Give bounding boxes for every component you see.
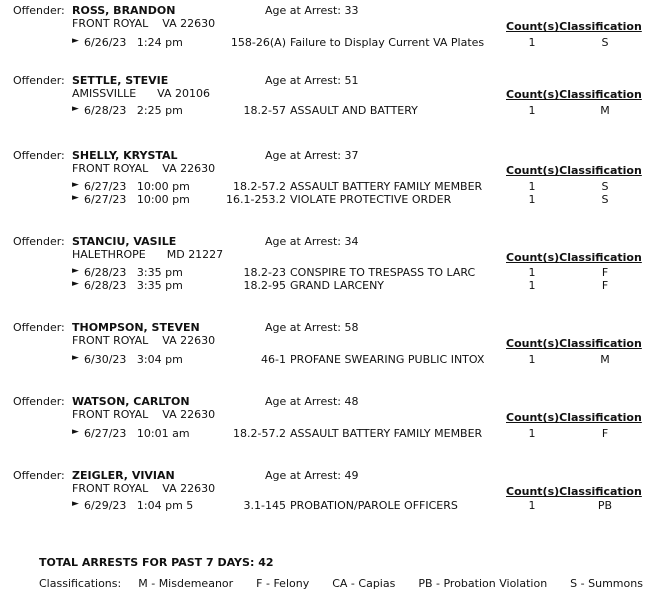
offender-record — [0, 235, 658, 305]
charge-count: 1 — [528, 353, 536, 366]
charge-classification: S — [601, 193, 609, 206]
count-class-header: Count(s)Classification — [506, 20, 642, 33]
charge-classification: S — [601, 36, 609, 49]
charge-description: PROBATION/PAROLE OFFICERS — [290, 499, 458, 512]
charge-row — [0, 104, 658, 117]
charge-datetime: 6/26/23 1:24 pm — [84, 36, 183, 49]
arrow-icon: ► — [72, 279, 79, 289]
charge-description: PROFANE SWEARING PUBLIC INTOX — [290, 353, 485, 366]
charge-datetime: 6/27/23 10:00 pm — [84, 180, 190, 193]
charge-description: VIOLATE PROTECTIVE ORDER — [290, 193, 452, 206]
charge-description: ASSAULT AND BATTERY — [290, 104, 418, 117]
offender-address: FRONT ROYAL VA 22630 — [72, 17, 216, 30]
statute-code: 16.1-253.2 — [226, 193, 286, 206]
statute-code: 18.2-95 — [243, 279, 286, 292]
arrow-icon: ► — [72, 36, 79, 46]
charge-count: 1 — [528, 104, 536, 117]
age-at-arrest: Age at Arrest: 49 — [265, 469, 359, 482]
charge-classification: S — [601, 180, 609, 193]
count-class-header: Count(s)Classification — [506, 251, 642, 264]
offender-record — [0, 321, 658, 391]
charge-description: CONSPIRE TO TRESPASS TO LARC — [290, 266, 476, 279]
total-arrests-label: TOTAL ARRESTS FOR PAST 7 DAYS: — [39, 556, 255, 569]
arrow-icon: ► — [72, 266, 79, 276]
charge-count: 1 — [528, 427, 536, 440]
statute-code: 46-1 — [261, 353, 286, 366]
offender-record — [0, 74, 658, 144]
charge-row — [0, 353, 658, 366]
offender-record — [0, 149, 658, 219]
count-class-header: Count(s)Classification — [506, 337, 642, 350]
statute-code: 18.2-57.2 — [233, 180, 286, 193]
charge-description: Failure to Display Current VA Plates — [290, 36, 485, 49]
count-class-header: Count(s)Classification — [506, 411, 642, 424]
arrow-icon: ► — [72, 104, 79, 114]
count-class-header: Count(s)Classification — [506, 485, 642, 498]
age-at-arrest: Age at Arrest: 37 — [265, 149, 359, 162]
offender-name: ROSS, BRANDON — [72, 4, 176, 17]
charge-row — [0, 36, 658, 49]
offender-address: FRONT ROYAL VA 22630 — [72, 482, 216, 495]
charge-classification: M — [600, 353, 610, 366]
charge-classification: F — [601, 427, 609, 440]
statute-code: 18.2-23 — [243, 266, 286, 279]
legend-item: PB - Probation Violation — [418, 577, 548, 590]
total-arrests — [39, 556, 274, 569]
count-class-header: Count(s)Classification — [506, 164, 642, 177]
charge-count: 1 — [528, 180, 536, 193]
charge-row — [0, 193, 658, 206]
statute-code: 158-26(A) — [230, 36, 286, 49]
offender-name: WATSON, CARLTON — [72, 395, 190, 408]
charge-classification: F — [601, 279, 609, 292]
offender-record — [0, 469, 658, 539]
statute-code: 18.2-57 — [243, 104, 286, 117]
charge-datetime: 6/29/23 1:04 pm 5 — [84, 499, 194, 512]
offender-label: Offender: — [13, 469, 65, 482]
legend-title: Classifications: — [39, 577, 122, 590]
arrow-icon: ► — [72, 193, 79, 203]
charge-datetime: 6/28/23 3:35 pm — [84, 266, 183, 279]
charge-row — [0, 180, 658, 193]
arrow-icon: ► — [72, 353, 79, 363]
charge-count: 1 — [528, 279, 536, 292]
legend-item: S - Summons — [570, 577, 643, 590]
charge-datetime: 6/30/23 3:04 pm — [84, 353, 183, 366]
arrow-icon: ► — [72, 499, 79, 509]
offender-label: Offender: — [13, 395, 65, 408]
offender-address: FRONT ROYAL VA 22630 — [72, 162, 216, 175]
statute-code: 3.1-145 — [243, 499, 286, 512]
legend-item: F - Felony — [256, 577, 310, 590]
legend-item: M - Misdemeanor — [138, 577, 234, 590]
offender-label: Offender: — [13, 235, 65, 248]
charge-classification: F — [601, 266, 609, 279]
charge-count: 1 — [528, 499, 536, 512]
offender-label: Offender: — [13, 74, 65, 87]
statute-code: 18.2-57.2 — [233, 427, 286, 440]
offender-name: ZEIGLER, VIVIAN — [72, 469, 175, 482]
age-at-arrest: Age at Arrest: 51 — [265, 74, 359, 87]
charge-classification: M — [600, 104, 610, 117]
count-class-header: Count(s)Classification — [506, 88, 642, 101]
offender-label: Offender: — [13, 149, 65, 162]
offender-name: THOMPSON, STEVEN — [72, 321, 200, 334]
offender-name: STANCIU, VASILE — [72, 235, 177, 248]
offender-name: SETTLE, STEVIE — [72, 74, 169, 87]
age-at-arrest: Age at Arrest: 33 — [265, 4, 359, 17]
age-at-arrest: Age at Arrest: 48 — [265, 395, 359, 408]
charge-description: ASSAULT BATTERY FAMILY MEMBER — [290, 180, 483, 193]
charge-datetime: 6/28/23 3:35 pm — [84, 279, 183, 292]
charge-row — [0, 499, 658, 512]
charge-row — [0, 427, 658, 440]
charge-datetime: 6/28/23 2:25 pm — [84, 104, 183, 117]
offender-name: SHELLY, KRYSTAL — [72, 149, 178, 162]
charge-row — [0, 266, 658, 279]
offender-record — [0, 395, 658, 465]
age-at-arrest: Age at Arrest: 58 — [265, 321, 359, 334]
charge-datetime: 6/27/23 10:00 pm — [84, 193, 190, 206]
offender-address: FRONT ROYAL VA 22630 — [72, 334, 216, 347]
charge-classification: PB — [597, 499, 613, 512]
charge-description: ASSAULT BATTERY FAMILY MEMBER — [290, 427, 483, 440]
offender-address: AMISSVILLE VA 20106 — [72, 87, 211, 100]
charge-count: 1 — [528, 193, 536, 206]
offender-label: Offender: — [13, 321, 65, 334]
arrow-icon: ► — [72, 180, 79, 190]
charge-row — [0, 279, 658, 292]
charge-count: 1 — [528, 266, 536, 279]
legend-item: CA - Capias — [332, 577, 396, 590]
offender-record — [0, 4, 658, 74]
total-arrests-value: 42 — [258, 556, 274, 569]
offender-label: Offender: — [13, 4, 65, 17]
offender-address: HALETHROPE MD 21227 — [72, 248, 224, 261]
offender-address: FRONT ROYAL VA 22630 — [72, 408, 216, 421]
charge-count: 1 — [528, 36, 536, 49]
charge-datetime: 6/27/23 10:01 am — [84, 427, 190, 440]
age-at-arrest: Age at Arrest: 34 — [265, 235, 359, 248]
classification-legend — [39, 577, 643, 590]
arrow-icon: ► — [72, 427, 79, 437]
charge-description: GRAND LARCENY — [290, 279, 385, 292]
